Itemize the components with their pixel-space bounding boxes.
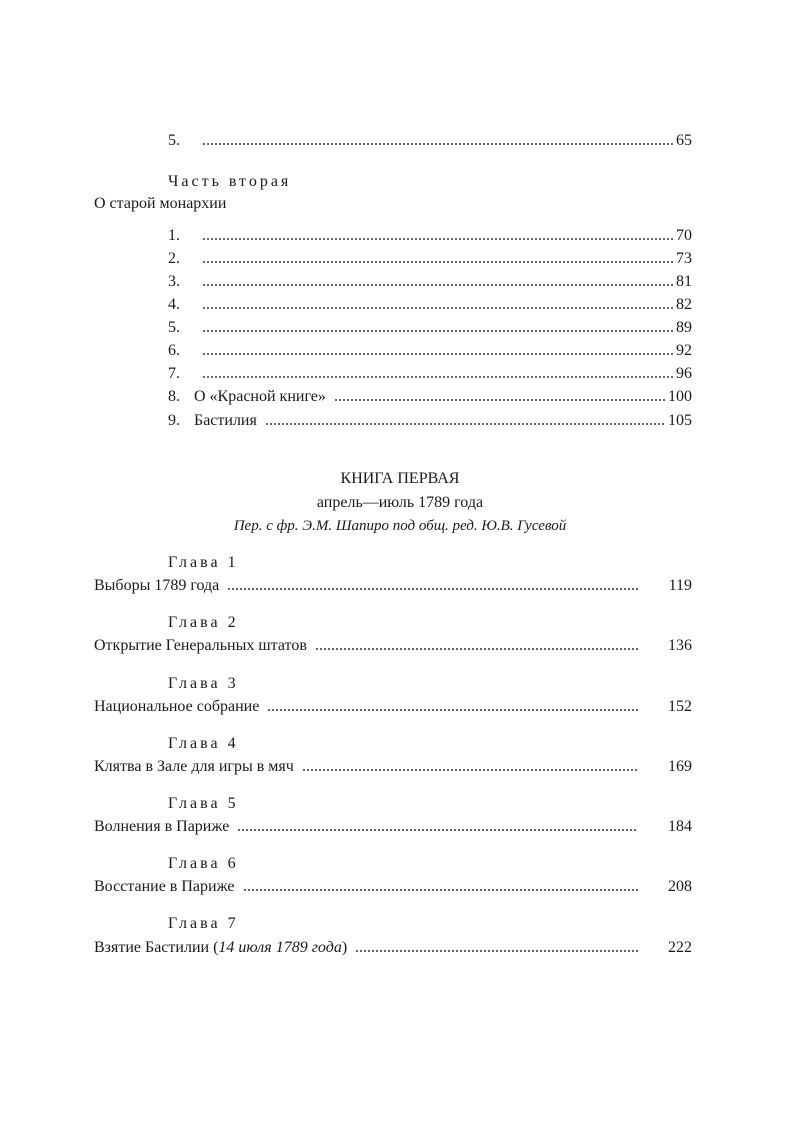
dot-leader bbox=[237, 828, 638, 832]
chapter-entry[interactable] bbox=[94, 697, 692, 717]
entry-number: 8. bbox=[168, 388, 180, 405]
entry-number: 3. bbox=[168, 273, 180, 290]
translator-credit: Пер. с фр. Э.М. Шапиро под общ. ред. Ю.В. Гусевой bbox=[233, 518, 567, 534]
part-heading: Часть вторая bbox=[168, 173, 292, 190]
dot-leader bbox=[202, 142, 674, 146]
toc-entry[interactable] bbox=[168, 318, 692, 338]
chapter-page: 169 bbox=[668, 758, 692, 775]
toc-entry[interactable] bbox=[168, 411, 692, 431]
chapter-entry[interactable] bbox=[94, 576, 692, 596]
entry-number: 5. bbox=[168, 319, 180, 336]
entry-page: 70 bbox=[676, 227, 692, 244]
chapter-label: Глава 1 bbox=[168, 554, 239, 571]
entry-number: 1. bbox=[168, 227, 180, 244]
toc-entry[interactable] bbox=[168, 295, 692, 315]
dot-leader bbox=[202, 375, 674, 379]
entry-page: 92 bbox=[676, 342, 692, 359]
entry-title: О «Красной книге» bbox=[194, 388, 326, 405]
toc-entry[interactable] bbox=[168, 226, 692, 246]
entry-number: 7. bbox=[168, 365, 180, 382]
chapter-entry[interactable] bbox=[94, 938, 692, 958]
chapter-page: 152 bbox=[668, 698, 692, 715]
toc-entry[interactable] bbox=[168, 341, 692, 361]
dot-leader bbox=[315, 647, 638, 651]
entry-page: 73 bbox=[676, 250, 692, 267]
toc-entry[interactable] bbox=[168, 387, 692, 407]
chapter-label: Глава 5 bbox=[168, 795, 239, 812]
chapter-page: 222 bbox=[668, 939, 692, 956]
dot-leader bbox=[302, 768, 638, 772]
chapter-title bbox=[94, 938, 353, 958]
chapter-label: Глава 7 bbox=[168, 915, 239, 932]
chapter-page: 119 bbox=[668, 577, 692, 594]
toc-entry[interactable] bbox=[168, 131, 692, 151]
chapter-title-date: 14 июля 1789 года bbox=[218, 939, 342, 956]
dot-leader bbox=[227, 587, 638, 591]
chapter-title: Волнения в Париже bbox=[94, 818, 230, 835]
chapter-label: Глава 2 bbox=[168, 614, 239, 631]
dot-leader bbox=[202, 237, 674, 241]
toc-entry[interactable] bbox=[168, 364, 692, 384]
chapter-title-main: Взятие Бастилии ( bbox=[94, 939, 219, 956]
chapter-label: Глава 4 bbox=[168, 735, 239, 752]
entry-page: 89 bbox=[676, 319, 692, 336]
entry-page: 82 bbox=[676, 296, 692, 313]
entry-page: 96 bbox=[676, 365, 692, 382]
chapter-label: Глава 6 bbox=[168, 855, 239, 872]
dot-leader bbox=[202, 306, 674, 310]
chapter-page: 184 bbox=[668, 818, 692, 835]
chapter-entry[interactable] bbox=[94, 817, 692, 837]
entry-number: 2. bbox=[168, 250, 180, 267]
book-subtitle: апрель—июль 1789 года bbox=[316, 494, 484, 511]
entry-title: Бастилия bbox=[194, 412, 257, 429]
chapter-title: Выборы 1789 года bbox=[94, 577, 220, 594]
chapter-title: Национальное собрание bbox=[94, 698, 260, 715]
chapter-entry[interactable] bbox=[94, 636, 692, 656]
toc-entry[interactable] bbox=[168, 272, 692, 292]
entry-number: 9. bbox=[168, 412, 180, 429]
entry-number: 5. bbox=[168, 132, 180, 149]
dot-leader bbox=[202, 283, 674, 287]
entry-page: 105 bbox=[668, 412, 692, 429]
entry-page: 81 bbox=[676, 273, 692, 290]
dot-leader bbox=[202, 352, 674, 356]
dot-leader bbox=[202, 329, 674, 333]
part-title: О старой монархии bbox=[94, 195, 227, 212]
dot-leader bbox=[202, 260, 674, 264]
entry-page: 65 bbox=[676, 132, 692, 149]
book-heading: КНИГА ПЕРВАЯ bbox=[340, 470, 460, 487]
entry-page: 100 bbox=[668, 388, 692, 405]
toc-entry[interactable] bbox=[168, 249, 692, 269]
chapter-title: Восстание в Париже bbox=[94, 878, 235, 895]
chapter-entry[interactable] bbox=[94, 877, 692, 897]
entry-number: 4. bbox=[168, 296, 180, 313]
chapter-title: Клятва в Зале для игры в мяч bbox=[94, 758, 294, 775]
dot-leader bbox=[265, 422, 666, 426]
chapter-page: 208 bbox=[668, 878, 692, 895]
dot-leader bbox=[334, 398, 666, 402]
dot-leader bbox=[355, 949, 638, 953]
entry-number: 6. bbox=[168, 342, 180, 359]
dot-leader bbox=[243, 888, 638, 892]
chapter-title: Открытие Генеральных штатов bbox=[94, 637, 307, 654]
chapter-title-close: ) bbox=[341, 939, 348, 956]
chapter-label: Глава 3 bbox=[168, 675, 239, 692]
chapter-page: 136 bbox=[668, 637, 692, 654]
dot-leader bbox=[267, 708, 638, 712]
chapter-entry[interactable] bbox=[94, 757, 692, 777]
